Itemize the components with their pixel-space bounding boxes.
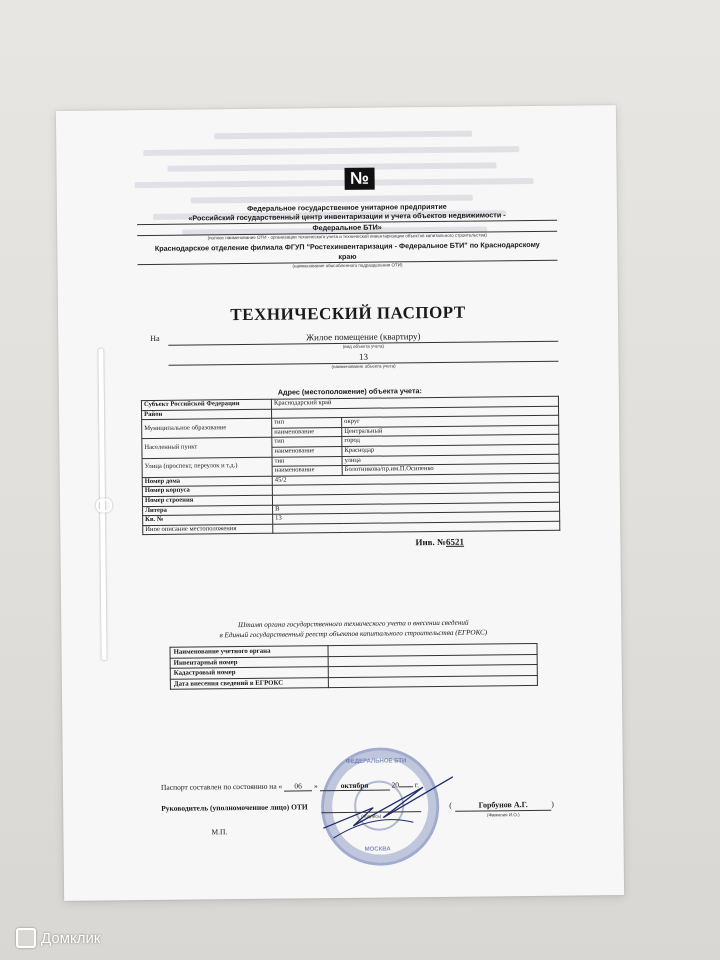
org-caption: (полное наименование ОТИ - организации технического учета и технической инвентаризации объектов капитального строительства) [207, 232, 487, 241]
subject-value: Краснодарский край [271, 396, 558, 409]
stamp-row-label: Наименование учетного органа [170, 646, 328, 658]
inventory-number [415, 537, 464, 548]
compiled-day: 06 [284, 781, 312, 791]
house-label: Номер дома [142, 476, 272, 487]
day-close: » [313, 781, 318, 791]
object-name: 13 [358, 351, 369, 362]
object-type-caption: (вид объекта учета) [342, 343, 385, 349]
municipal-type-key: тип [272, 418, 342, 428]
settlement-name-key: наименование [272, 446, 342, 456]
municipal-name-value: Центральный [342, 425, 559, 437]
number-sign-box: № [344, 168, 374, 190]
binding-knot [96, 498, 112, 512]
apt-label: Кв. № [143, 514, 273, 525]
branch-line-1: Краснодарское отделение филиала ФГУП "Ростехинвентаризация - Федеральное БТИ" по Краснодарскому [154, 239, 540, 253]
compiled-label: Паспорт составлен по состоянию на « [160, 781, 283, 792]
apt-value: 13 [273, 511, 560, 524]
compiled-month: октября [320, 780, 390, 791]
name-open: ( [449, 800, 452, 810]
branch-line-2: краю [338, 251, 357, 262]
mp-label: М.П. [211, 827, 228, 837]
stamp-row-label: Кадастровый номер [170, 667, 328, 679]
building-label: Номер корпуса [142, 486, 272, 497]
on-label: На [150, 333, 160, 343]
street-label: Улица (проспект, переулок и т.д.) [142, 457, 272, 478]
other-location-label: Иное описание местоположения [143, 524, 273, 535]
passport-sheet [56, 105, 624, 901]
name-caption: (Фамилия И.О.) [486, 812, 520, 818]
year-suffix: г. [414, 780, 420, 790]
object-name-caption: (наименование объекта учета) [331, 363, 396, 370]
page-title: ТЕХНИЧЕСКИЙ ПАСПОРТ [230, 302, 466, 325]
seal-bottom-text: МОСКВА [364, 846, 391, 853]
head-label: Руководитель (уполномоченное лицо) ОТИ [161, 802, 308, 813]
object-type: Жилое помещение (квартиру) [306, 331, 421, 343]
settlement-label: Населенный пункт [142, 438, 272, 459]
org-line-2: «Российский государственный центр инвентаризации и учета объектов недвижимости - [188, 210, 506, 223]
municipal-label: Муниципальное образование [142, 418, 272, 439]
name-close: ) [551, 799, 554, 809]
street-name-value: Болотникова/пр.им.П.Осипенко [342, 463, 559, 475]
address-heading: Адрес (местоположение) объекта учета: [277, 386, 422, 397]
settlement-type-key: тип [272, 437, 342, 447]
stamp-row-label: Дата внесения сведений в ЕГРОКС [170, 677, 328, 689]
other-location-value [273, 521, 560, 534]
watermark [16, 928, 100, 948]
street-type-value: улица [342, 454, 559, 466]
egroks-stamp-table [169, 643, 537, 690]
structure-label: Номер строения [142, 495, 272, 506]
house-value: 45/2 [272, 473, 559, 486]
subject-label: Субъект Российской Федерации [141, 399, 271, 410]
signature-scribble [313, 767, 464, 849]
stamp-heading-1: Штамп органа государственного технического учета о внесении сведений [237, 618, 469, 630]
year-prefix: 20 [391, 780, 400, 790]
stamp-row-label: Инвентарный номер [170, 656, 328, 668]
settlement-type-value: город [342, 435, 559, 447]
letter-label: Литера [143, 505, 273, 516]
district-label: Район [142, 409, 272, 420]
org-line-1: Федеральное государственное унитарное предприятие [247, 201, 447, 213]
signature-caption: (подпись) [361, 813, 382, 819]
seal-top-text: ФЕДЕРАЛЬНОЕ БТИ [345, 758, 407, 765]
inv-label: Инв. № [415, 536, 447, 548]
municipal-type-value: округ [342, 415, 559, 427]
street-name-key: наименование [272, 466, 342, 476]
watermark-text: Домклик [41, 929, 101, 947]
org-line-3: Федеральное БТИ» [312, 222, 382, 233]
house-icon [16, 928, 36, 948]
signer-name: Горбунов А.Г. [478, 800, 528, 810]
address-table [141, 396, 560, 536]
branch-caption: (наименование обособленного подразделения ОТИ) [292, 262, 403, 269]
inv-number: 6521 [445, 536, 465, 547]
settlement-name-value: Краснодар [342, 444, 559, 456]
municipal-name-key: наименование [272, 427, 342, 437]
stamp-heading-2: в Единый государственный реестр объектов капитального строительства (ЕГРОКС) [219, 628, 488, 640]
street-type-key: тип [272, 456, 342, 466]
letter-value: В [273, 502, 560, 515]
